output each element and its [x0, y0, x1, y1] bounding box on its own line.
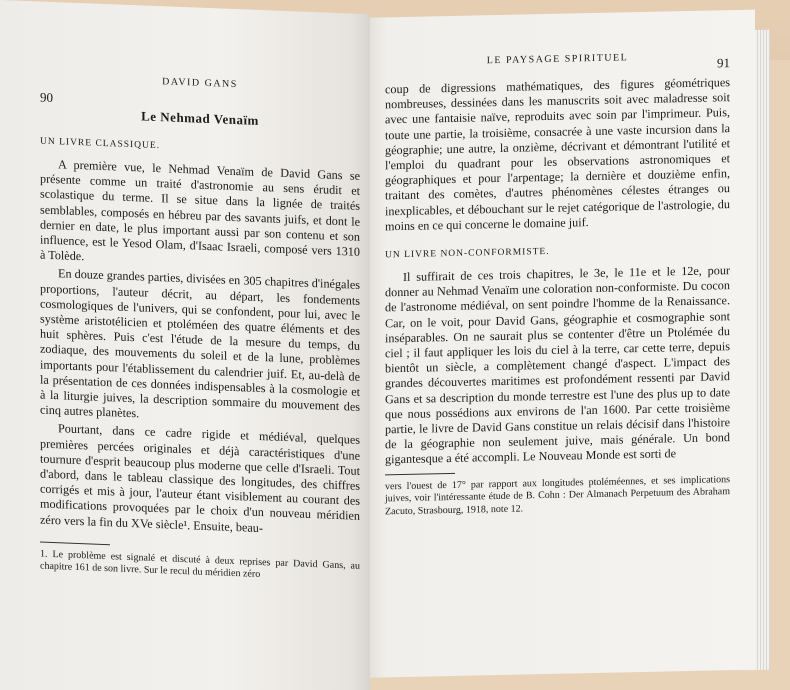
running-head-left: DAVID GANS — [162, 76, 238, 91]
left-page-content — [40, 72, 360, 586]
page-number-right: 91 — [717, 55, 730, 71]
left-paragraph-1: A première vue, le Nehmad Venaïm de David Gans se présente comme un traité d'astronomie au sens érudit et scolastique du terme. Il se situe dans la lignée de traités semblables, composés en hébreu par des savants juifs, et dont le dernier en date, le plus important aussi par son contenu et son influence, est le Yesod Olam, d'Isaac Israeli, composé vers 1310 à Tolède. — [40, 157, 360, 264]
left-paragraph-3: Pourtant, dans ce cadre rigide et médiéval, quelques premières percées originales et déjà caractéristiques d'une tournure d'esprit beaucoup plus moderne que celle d'Israeli. Tout d'abord, dans le tableau classique des longitudes, des chiffres corrigés et mis à jour, l'auteur étant visiblement au courant des modifications provoquées par le choix d'un nouveau méridien zéro vers la fin du XVe siècle¹. Ensuite, beau- — [40, 421, 360, 535]
right-paragraph-1: coup de digressions mathématiques, des figures géométriques nombreuses, dessinées dans les manuscrits soit avec maladresse soit avec une fantaisie naïve, reproduits avec soin par l'imprimeur. Puis, toute une partie, la troisième, consacrée à une vaste incursion dans la géographie; une autre, la onzième, décrivant et démontrant l'utilité et l'emploi du quadrant pour les observations astronomiques et géographiques et pour l'arpentage; la dernière et douzième enfin, traitant des comètes, d'autres phénomènes célestes étranges ou inexplicables, et débouchant sur le rejet catégorique de l'astrologie, du moins en ce qui concerne le domaine juif. — [385, 75, 730, 234]
footnote-rule-left — [40, 541, 110, 545]
footnote-rule-right — [385, 473, 455, 475]
section-heading-right: UN LIVRE NON-CONFORMISTE. — [385, 246, 550, 261]
right-page — [355, 10, 755, 678]
left-paragraph-2: En douze grandes parties, divisées en 305 chapitres d'inégales proportions, l'auteur décrit, au départ, les fondements cosmologiques de l'univers, qui se confondent, pour lui, avec le système aristotélicien et ptoléméen des quatre éléments et des huit sphères. Puis c'est l'étude de la mesure du temps, du zodiaque, des mouvements du soleil et de la lune, problèmes importants pour l'établissement du calendrier juif. Et, au-delà de la présentation de ces données indispensables à la cosmologie et à la liturgie juives, la description sommaire du mouvement des cinq autres planètes. — [40, 266, 360, 421]
left-page — [0, 0, 370, 690]
footnote-right: vers l'ouest de 17° par rapport aux longitudes ptoléméennes, et ses implications juives, voir l'intéressante étude de B. Cohn : Der Almanach Perpetuum des Abraham Zacuto, Strasbourg, 1918, note 12. — [385, 473, 730, 518]
footnote-left: 1. Le problème est signalé et discuté à deux reprises par David Gans, au chapitre 161 de son livre. Sur le recul du méridien zéro — [40, 548, 360, 581]
chapter-heading: Le Nehmad Venaïm — [141, 108, 259, 128]
section-heading-left: UN LIVRE CLASSIQUE. — [40, 136, 161, 152]
right-page-content — [385, 50, 730, 518]
page-number-left: 90 — [40, 89, 53, 106]
right-paragraph-2: Il suffirait de ces trois chapitres, le 3e, le 11e et le 12e, pour donner au Nehmad Venaïm une coloration non-conformiste. Du cocon de l'astronome médiéval, on sent poindre l'homme de la Renaissance. Car, on le voit, pour David Gans, géographie et cosmographie sont inséparables. On ne saurait plus se contenter d'être un Ptolémée du ciel ; il faut appliquer les lois du ciel à la terre, car cette terre, depuis bientôt un siècle, a complètement changé d'aspect. L'impact des grandes découvertes maritimes est profondément ressenti par David Gans et sa description du monde terrestre est l'une des plus up to date que nous possédions aux environs de l'an 1600. Par cette troisième partie, le livre de David Gans constitue un relais décisif dans l'histoire de la géographie non seulement juive, mais générale. Un bond gigantesque a été accompli. Le Nouveau Monde est sorti de — [385, 263, 730, 467]
running-head-right: LE PAYSAGE SPIRITUEL — [486, 52, 629, 67]
